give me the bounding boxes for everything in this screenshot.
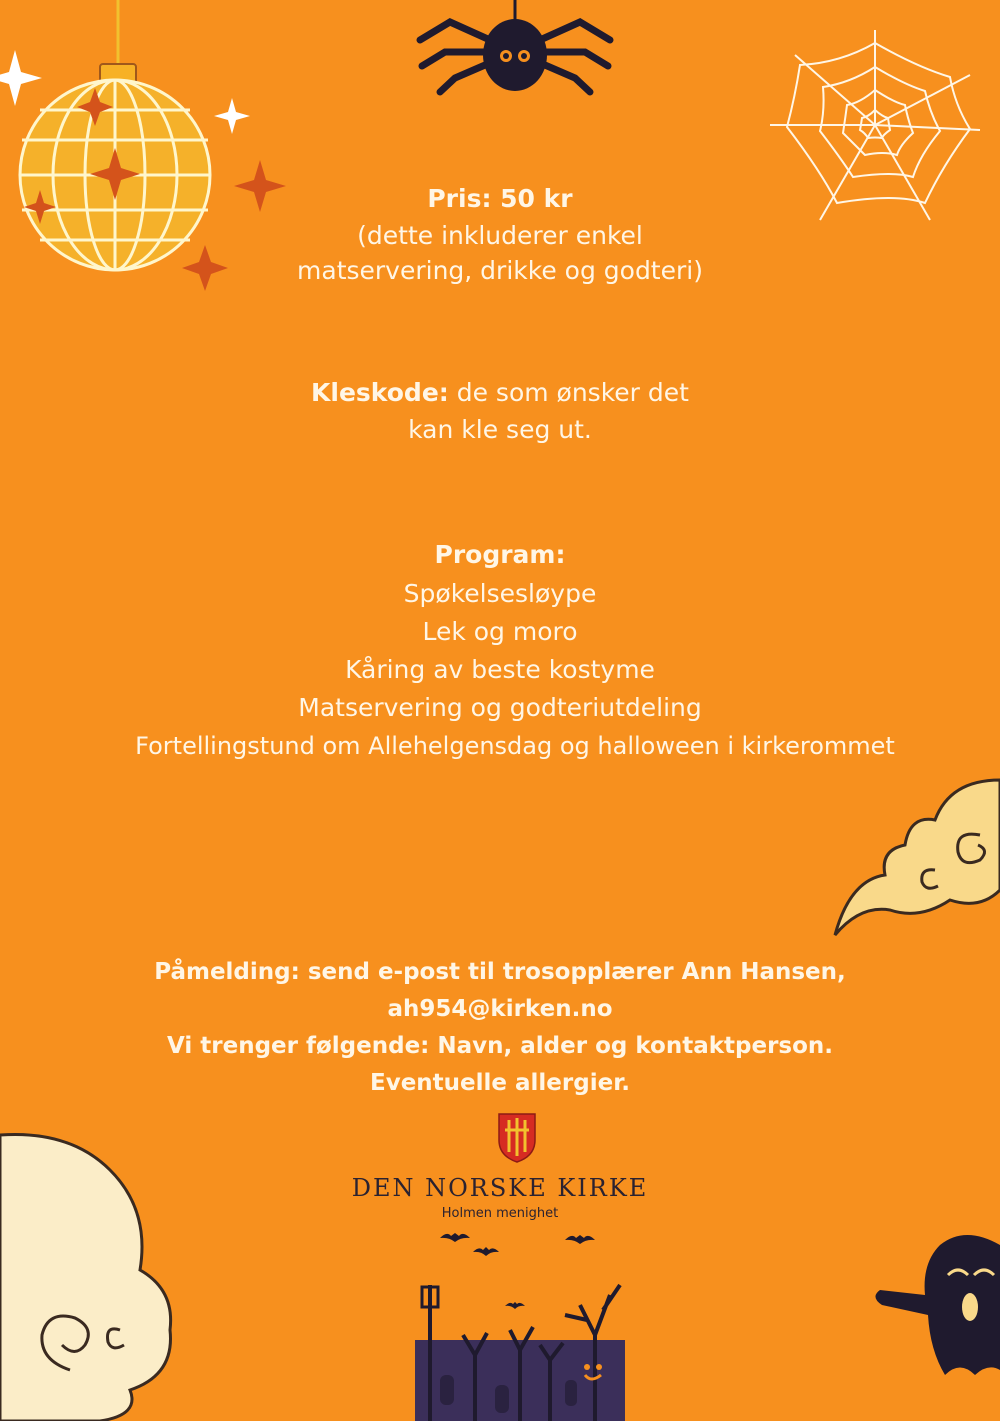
signup-line3: Vi trenger følgende: Navn, alder og kontaktperson. [166, 1033, 834, 1059]
dresscode-line1 [0, 374, 1000, 412]
logo-subtitle: Holmen menighet [441, 1206, 559, 1221]
spider-icon [410, 0, 620, 100]
price-title: Pris: 50 kr [427, 184, 573, 213]
ghost-icon [870, 1225, 1000, 1385]
dresscode-line2: kan kle seg ut. [408, 415, 592, 444]
program-item: Spøkelsesløype [403, 579, 597, 608]
program-item: Kåring av beste kostyme [345, 655, 655, 684]
program-item: Matservering og godteriutdeling [298, 693, 702, 722]
program-item: Lek og moro [422, 617, 578, 646]
logo-title: DEN NORSKE KIRKE [351, 1174, 649, 1202]
dresscode-text: de som ønsker det [448, 378, 689, 407]
church-shield-icon [497, 1112, 537, 1164]
signup-line4: Eventuelle allergier. [370, 1070, 630, 1096]
price-description-line2: matservering, drikke og godteri) [297, 256, 703, 285]
cloud-icon [0, 1130, 180, 1421]
graveyard-icon [415, 1265, 625, 1421]
signup-line1: Påmelding: send e-post til trosopplærer Ann Hansen, [154, 959, 846, 985]
price-description-line1: (dette inkluderer enkel [357, 221, 643, 250]
signup-email: ah954@kirken.no [387, 996, 613, 1022]
program-title: Program: [434, 540, 566, 569]
program-item: Fortellingstund om Allehelgensdag og halloween i kirkerommet [135, 732, 895, 760]
dresscode-label: Kleskode: [311, 378, 449, 407]
cloud-icon [830, 760, 1000, 940]
